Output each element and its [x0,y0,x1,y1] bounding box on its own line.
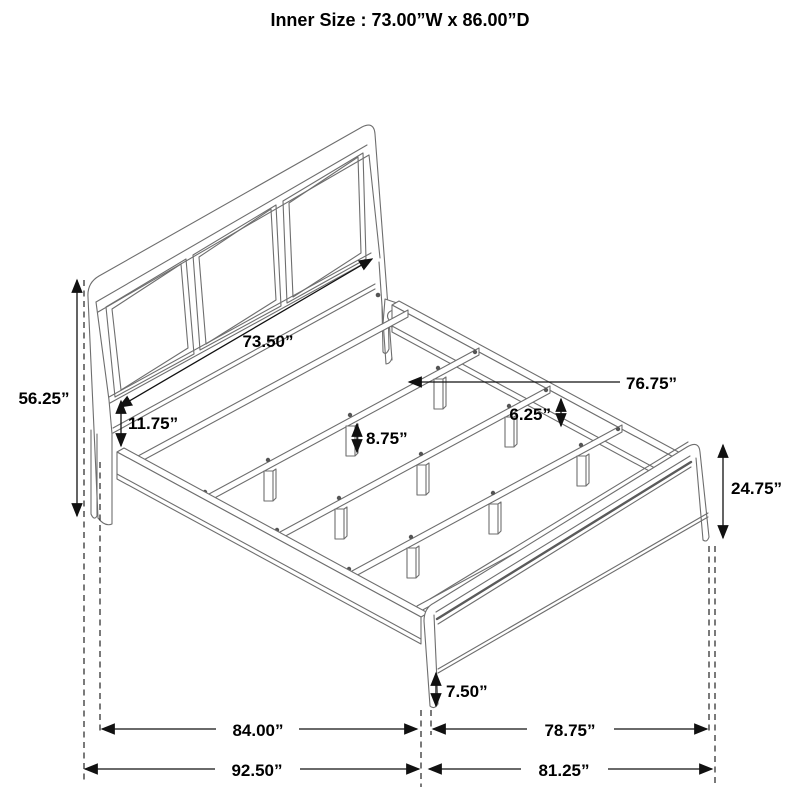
dim-label: 56.25” [18,389,70,408]
dim-label: 81.25” [538,761,590,780]
dim-headboard-height [18,280,77,516]
footboard [424,442,709,708]
dim-label: 24.75” [731,479,783,498]
dim-label: 6.25” [509,405,551,424]
support-leg [577,454,589,486]
dim-label: 7.50” [446,682,488,701]
dim-overall-length-right [429,761,712,780]
dim-label: 84.00” [232,721,284,740]
support-leg [407,546,419,578]
dim-slat-leg-height [357,424,408,452]
support-leg [264,469,276,501]
slat [209,348,479,501]
support-leg [346,424,358,456]
support-leg [489,502,501,534]
dim-label: 8.75” [366,429,408,448]
dim-label: 92.50” [231,761,283,780]
support-leg [335,507,347,539]
dim-headboard-to-footboard [102,721,417,740]
dim-footboard-clearance [436,673,488,706]
dim-label: 76.75” [626,374,678,393]
dim-label: 11.75” [128,414,179,433]
dim-overall-length-left [85,761,419,780]
dim-label: 78.75” [544,721,596,740]
diagram-title: Inner Size : 73.00”W x 86.00”D [270,10,530,30]
dim-footboard-height [723,445,782,538]
dim-footboard-span [433,721,707,740]
dim-label: 73.50” [242,332,294,351]
support-leg [417,463,429,495]
